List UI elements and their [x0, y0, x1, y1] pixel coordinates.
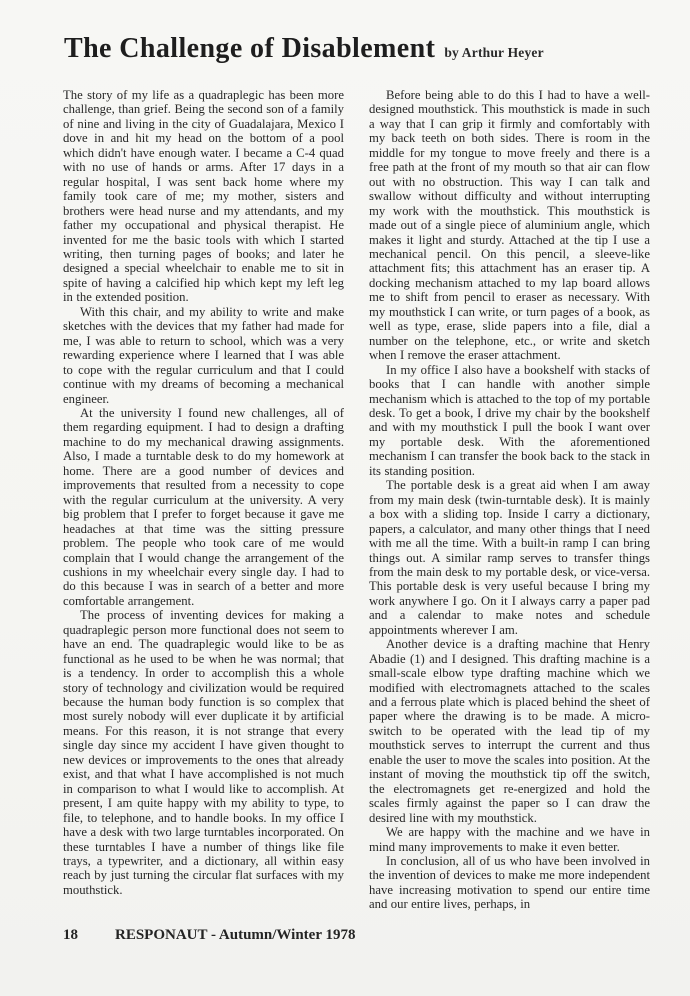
- article-paragraph: The story of my life as a quadraplegic has been more challenge, than grief. Being the second son of a family of nine and living in the city of Guadalajara, Mexico I dove in and hit my head on the bottom of a pool which didn't have enough water. I became a C-4 quad with no use of hands or arms. After 17 days in a regular hospital, I was sent back home where my family took care of me; my mother, sisters and brothers were head nurse and my attendants, and my father my occupational and physical therapist. He invented for me the basic tools with which I started writing, then turning pages of books; and later he designed a special wheelchair to enable me to sit in spite of having a calcified hip which kept my left leg in the extended position.: [63, 88, 344, 305]
- article-paragraph: The portable desk is a great aid when I am away from my main desk (twin-turntable desk). It is mainly a box with a sliding top. Inside I carry a dictionary, papers, a calculator, and many other things that I need with me all the time. With a built-in ramp I can bring things out. A similar ramp serves to transfer things from the main desk to my portable desk, or vice-versa. This portable desk is very useful because I bring my work anywhere I go. On it I always carry a paper pad and a calendar to make notes and schedule appointments wherever I am.: [369, 478, 650, 637]
- article-paragraph: With this chair, and my ability to write and make sketches with the devices that my father had made for me, I was able to return to school, which was a very rewarding experience where I learned that I was able to cope with the regular curriculum and that I could continue with my dreams of becoming a mechanical engineer.: [63, 304, 344, 406]
- article-title: The Challenge of Disablement: [64, 33, 436, 64]
- page-footer: [63, 927, 355, 944]
- article-paragraph: Another device is a drafting machine that Henry Abadie (1) and I designed. This drafting machine is a small-scale elbow type drafting machine which we modified with electromagnets attached to the scales and a ferrous plate which is placed behind the sheet of paper where the drawing is to be made. A micro-switch to be operated with the lead tip of my mouthstick serves to interrupt the current and thus enable the user to move the scales into position. At the instant of moving the mouthstick tip off the switch, the electromagnets get re-energized and hold the scales firmly against the paper so I can draw the desired line with my mouthstick.: [369, 637, 650, 825]
- article-body: [63, 88, 650, 912]
- article-header: [64, 33, 544, 65]
- article-paragraph: In conclusion, all of us who have been involved in the invention of devices to make me more independent have increasing motivation to spend our entire time and our entire lives, perhaps, in: [369, 854, 650, 912]
- article-byline: by Arthur Heyer: [444, 45, 544, 60]
- article-paragraph: In my office I also have a bookshelf with stacks of books that I can handle with another simple mechanism which is attached to the top of my portable desk. To get a book, I drive my chair by the bookshelf and with my mouthstick I pull the book I want over my portable desk. With the aforementioned mechanism I can transfer the book back to the stack in its standing position.: [369, 362, 650, 478]
- article-paragraph: The process of inventing devices for making a quadraplegic person more functional does not seem to have an end. The quadraplegic would like to be as functional as he used to be when he was normal; that is a tendency. In order to accomplish this a whole story of technology and civilization would be required because the human body function is so complex that most surely nobody will ever duplicate it by artificial means. For this reason, it is not strange that every single day since my accident I have given thought to new devices or improvements to the ones that already exist, and that what I have accomplished is not much in comparison to what I would like to accomplish. At present, I am quite happy with my ability to type, to file, to telephone, and to handle books. In my office I have a desk with two large turntables incorporated. On these turntables I have a number of things like file trays, a typewriter, and a dictionary, all within easy reach by just turning the circular flat surfaces with my mouthstick.: [63, 608, 344, 897]
- page-number: 18: [63, 927, 78, 943]
- article-column-right: [369, 88, 650, 912]
- article-column-left: [63, 88, 344, 912]
- article-paragraph: Before being able to do this I had to have a well-designed mouthstick. This mouthstick is made in such a way that I can grip it firmly and comfortably with my back teeth on both sides. There is room in the middle for my tongue to move freely and there is a free path at the front of my mouth so that air can flow out with no obstruction. This way I can talk and swallow without difficulty and without interrupting my work with the mouthstick. This mouthstick is made out of a single piece of aluminium angle, which makes it light and sturdy. Attached at the tip I use a mechanical pencil. On this pencil, a sleeve-like attachment fits; this attachment has an eraser tip. A docking mechanism attached to my lap board allows me to shift from pencil to eraser as necessary. With my mouthstick I can write, or turn pages of a book, as well as type, erase, slide papers into a file, dial a number on the telephone, etc., or write and sketch when I remove the eraser attachment.: [369, 88, 650, 363]
- article-paragraph: We are happy with the machine and we have in mind many improvements to make it even better.: [369, 825, 650, 854]
- article-paragraph: At the university I found new challenges, all of them regarding equipment. I had to design a drafting machine to do my mechanical drawing assignments. Also, I made a turntable desk to do my homework at home. There are a good number of devices and improvements that resulted from a necessity to cope with the regular curriculum at the university. A very big problem that I prefer to forget because it gave me headaches at that time was the sitting pressure problem. The people who took care of me would complain that I would change the arrangement of the cushions in my wheelchair every single day. I had to do this because I was in search of a better and more comfortable arrangement.: [63, 405, 344, 608]
- journal-issue-label: RESPONAUT - Autumn/Winter 1978: [115, 927, 356, 943]
